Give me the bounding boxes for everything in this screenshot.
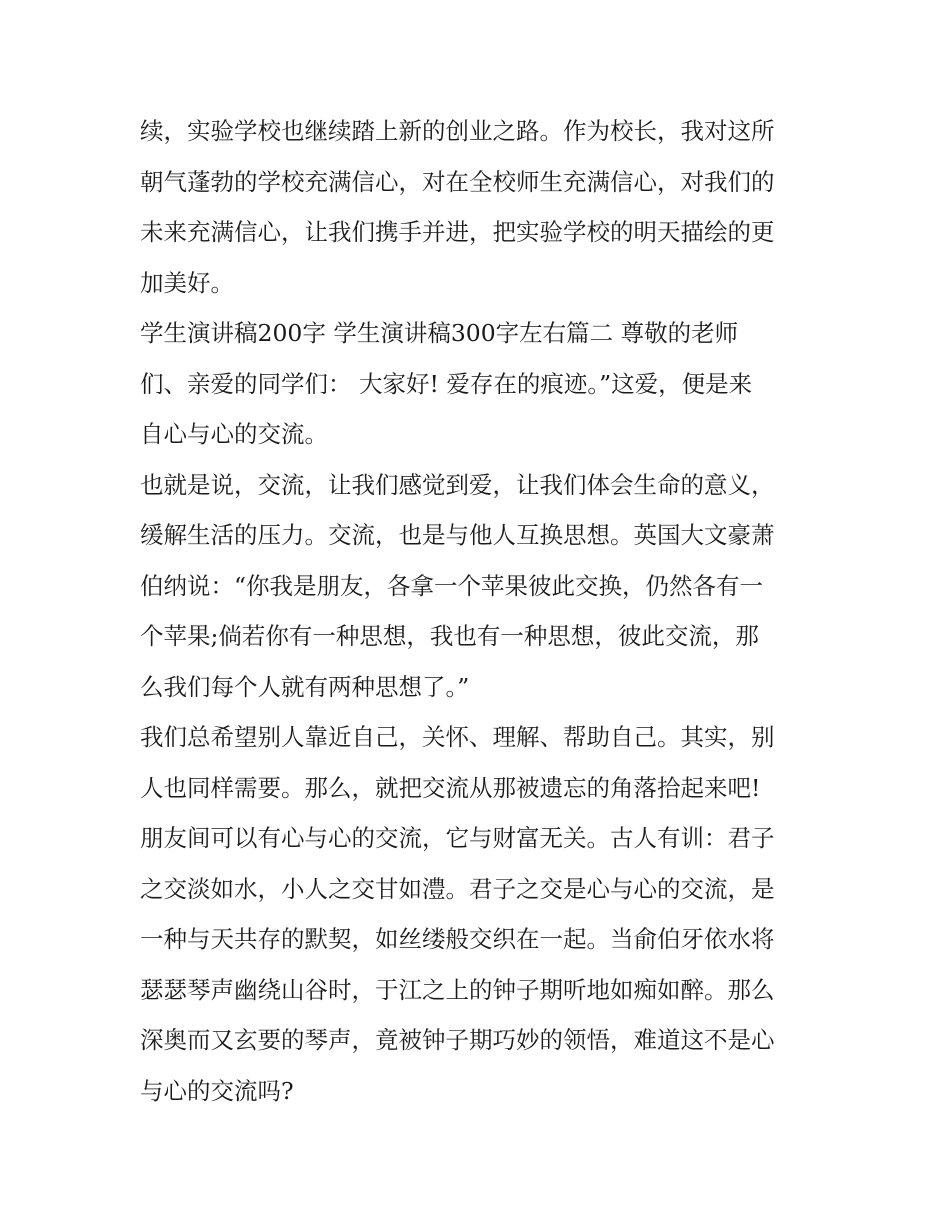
text-line: 人也同样需要。那么，就把交流从那被遗忘的角落拾起来吧! bbox=[140, 773, 761, 802]
text-line: 加美好。 bbox=[140, 268, 234, 297]
text-line: 深奥而又玄要的琴声，竟被钟子期巧妙的领悟，难道这不是心 bbox=[140, 1026, 775, 1054]
text-line: 一种与天共存的默契，如丝缕般交织在一起。当俞伯牙依水将 bbox=[140, 925, 775, 953]
text-line: 们、亲爱的同学们： 大家好! 爱存在的痕迹。”这爱，便是来 bbox=[140, 369, 753, 398]
text-line: 也就是说，交流，让我们感觉到爱，让我们体会生命的意义， bbox=[140, 470, 775, 499]
text-line: 缓解生活的压力。交流，也是与他人互换思想。英国大文豪萧 bbox=[140, 521, 775, 549]
text-line: 瑟瑟琴声幽绕山谷时，于江之上的钟子期听地如痴如醉。那么 bbox=[140, 975, 775, 1004]
text-line: 之交淡如水，小人之交甘如澧。君子之交是心与心的交流，是 bbox=[140, 874, 775, 903]
text-line: 自心与心的交流。 bbox=[140, 420, 328, 448]
text-line: 伯纳说：“你我是朋友，各拿一个苹果彼此交换，仍然各有一 bbox=[140, 571, 764, 600]
text-line: 与心的交流吗? bbox=[140, 1076, 294, 1105]
text-line: 我们总希望别人靠近自己，关怀、理解、帮助自己。其实，别 bbox=[140, 723, 775, 751]
text-line: 朝气蓬勃的学校充满信心，对在全校师生充满信心，对我们的 bbox=[140, 167, 775, 196]
text-line: 未来充满信心，让我们携手并进，把实验学校的明天描绘的更 bbox=[140, 218, 775, 246]
text-line: 么我们每个人就有两种思想了。” bbox=[140, 672, 470, 701]
document-body bbox=[140, 106, 820, 1116]
text-line: 学生演讲稿200字 学生演讲稿300字左右篇二 尊敬的老师 bbox=[140, 319, 739, 347]
text-line: 个苹果;倘若你有一种思想，我也有一种思想，彼此交流，那 bbox=[140, 622, 759, 650]
text-line: 续，实验学校也继续踏上新的创业之路。作为校长，我对这所 bbox=[140, 117, 775, 145]
text-line: 朋友间可以有心与心的交流，它与财富无关。古人有训：君子 bbox=[140, 824, 775, 852]
